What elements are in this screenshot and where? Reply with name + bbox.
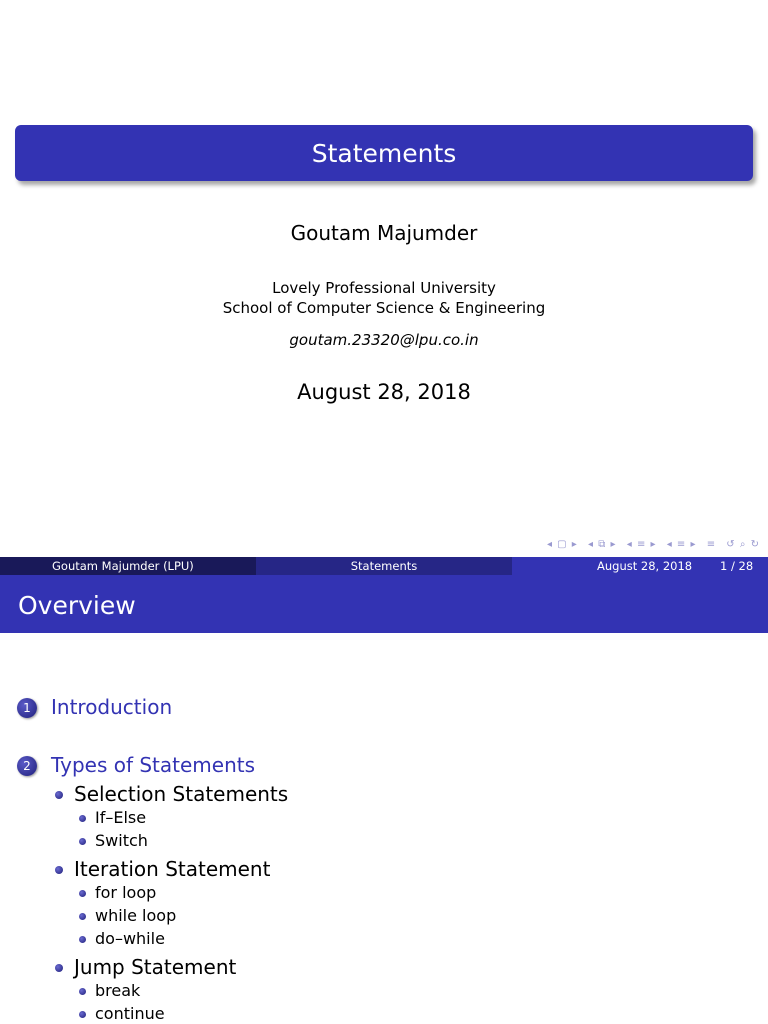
institution-school: School of Computer Science & Engineering <box>222 299 546 317</box>
presentation-date: August 28, 2018 <box>297 380 471 404</box>
bullet-icon <box>79 936 86 943</box>
navigation-bar <box>541 539 760 550</box>
author-name: Goutam Majumder <box>290 221 478 245</box>
nav-subsection-icon[interactable]: ◂ ⧉ ▸ <box>588 539 617 550</box>
toc-subsection-jump[interactable]: Jump Statement <box>74 955 237 979</box>
toc-subsection-iteration[interactable]: Iteration Statement <box>74 857 271 881</box>
toc-item-for-loop[interactable]: for loop <box>95 883 157 902</box>
nav-search-icon[interactable]: ↺ ⌕ ↻ <box>726 539 760 550</box>
bullet-icon <box>79 815 86 822</box>
overview-title: Overview <box>18 591 136 620</box>
toc-section-types-of-statements[interactable]: Types of Statements <box>51 753 256 777</box>
institution-name: Lovely Professional University <box>272 279 496 297</box>
footer-title: Statements <box>350 559 418 573</box>
bullet-icon <box>55 866 63 874</box>
toc-item-continue[interactable]: continue <box>95 1004 165 1023</box>
bullet-icon <box>79 838 86 845</box>
bullet-icon <box>55 964 63 972</box>
slide-title: Statements <box>15 125 753 181</box>
toc-item-do-while[interactable]: do–while <box>95 929 165 948</box>
toc-item-switch[interactable]: Switch <box>95 831 148 850</box>
toc-section-introduction[interactable]: Introduction <box>51 695 173 719</box>
footer-date: August 28, 2018 <box>597 559 693 573</box>
bullet-icon <box>79 1011 86 1018</box>
toc-item-if-else[interactable]: If–Else <box>95 808 147 827</box>
author-email[interactable]: goutam.23320@lpu.co.in <box>289 331 479 349</box>
nav-doc-icon[interactable]: ≡ <box>706 539 717 550</box>
slide-footer <box>0 557 768 575</box>
toc-item-while-loop[interactable]: while loop <box>95 906 177 925</box>
nav-section-icon[interactable]: ◂ ≡ ▸ <box>626 539 657 550</box>
footer-author: Goutam Majumder (LPU) <box>52 559 194 573</box>
section-number-badge: 2 <box>17 756 37 776</box>
footer-page-number: 1 / 28 <box>720 559 754 573</box>
overview-header <box>0 575 768 633</box>
nav-subsection-list-icon[interactable]: ◂ ≡ ▸ <box>666 539 697 550</box>
toc-item-break[interactable]: break <box>95 981 141 1000</box>
bullet-icon <box>55 791 63 799</box>
nav-frame-icon[interactable]: ◂ ▢ ▸ <box>546 539 578 550</box>
section-number-badge: 1 <box>17 698 37 718</box>
bullet-icon <box>79 988 86 995</box>
toc-subsection-selection[interactable]: Selection Statements <box>74 782 289 806</box>
bullet-icon <box>79 913 86 920</box>
bullet-icon <box>79 890 86 897</box>
